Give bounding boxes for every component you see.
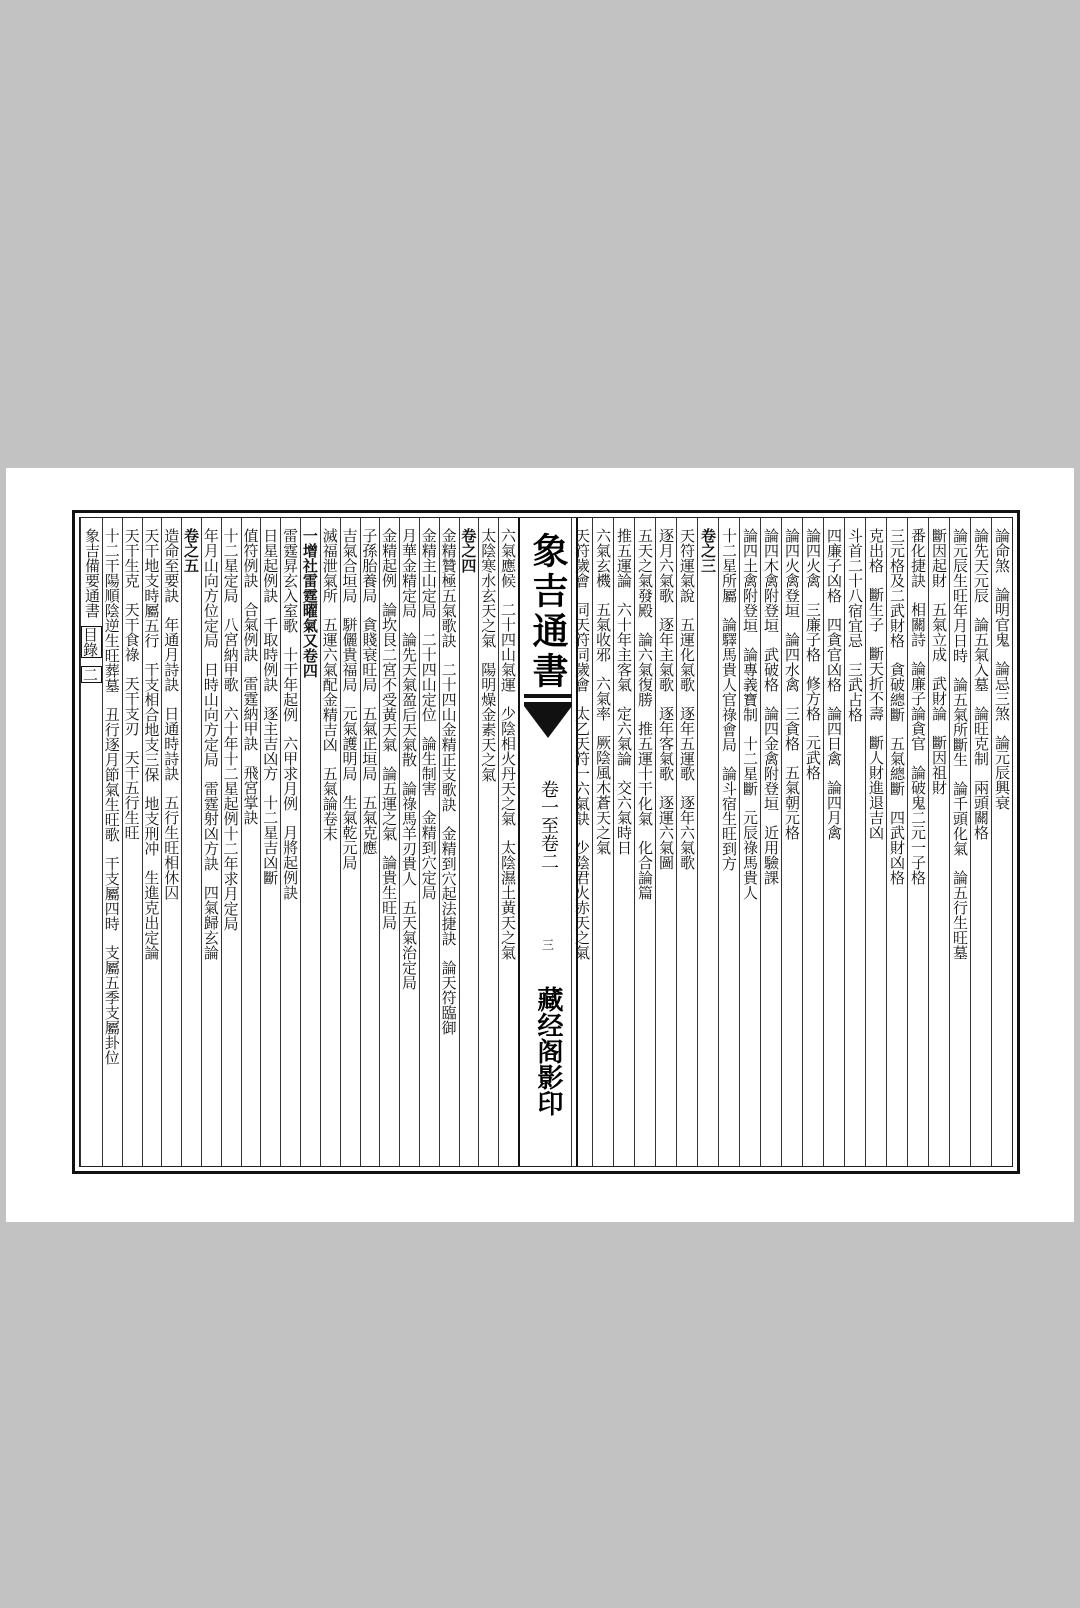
left-toc-column — [142, 518, 162, 1166]
toc-entry: 克出格 — [867, 528, 885, 573]
toc-entry: 滅福泄氣所 — [320, 528, 339, 603]
toc-entry: 天符運氣說 — [678, 528, 696, 603]
volume-heading: 一增社雷霆曜氣又卷四 — [300, 528, 319, 678]
toc-entry: 論先天元辰 — [972, 528, 990, 603]
toc-entry: 金精到穴定局 — [419, 810, 438, 900]
toc-entry: 太陰濕土黃天之氣 — [499, 840, 517, 960]
right-page-contents — [570, 518, 1012, 1166]
toc-entry: 相關詩 — [909, 602, 927, 647]
toc-entry: 月華金精定局 — [399, 528, 418, 618]
toc-entry: 斷天折不壽 — [867, 646, 885, 721]
volume-range: 卷一至卷二 — [538, 780, 559, 870]
toc-entry: 四貪官凶格 — [825, 617, 843, 692]
volume-heading: 卷之三 — [699, 528, 717, 573]
toc-entry: 逐年主氣歌 — [657, 617, 675, 692]
left-toc-column — [300, 518, 320, 1166]
toc-entry: 地支刑冲 — [142, 796, 161, 856]
toc-entry: 太乙天符一六氣訣 — [573, 706, 591, 826]
publisher-mark: 藏经阁影印 — [533, 986, 563, 1116]
toc-entry: 四廉子凶格 — [825, 528, 843, 603]
toc-entry: 十二星定局 — [221, 528, 240, 603]
toc-entry: 丑行逐月節氣生旺歌 — [102, 707, 121, 842]
toc-entry: 金精贊極五氣歌訣 — [439, 528, 458, 648]
toc-entry: 論元辰興衰 — [993, 735, 1011, 810]
footer-book-name: 象吉備要通書 — [82, 528, 101, 618]
toc-entry: 三貪格 — [783, 706, 801, 751]
toc-entry: 論明官鬼 — [993, 587, 1011, 647]
toc-entry: 論生制害 — [419, 736, 438, 796]
left-toc-column — [122, 518, 142, 1166]
toc-entry: 論四土禽附登垣 — [741, 528, 759, 633]
toc-entry: 金精起例 — [380, 528, 399, 588]
toc-entry: 二十四山定位 — [419, 632, 438, 722]
toc-entry: 月將起例訣 — [281, 825, 300, 900]
volume-heading: 卷之五 — [182, 528, 200, 573]
toc-entry: 斷人財進退吉凶 — [867, 735, 885, 840]
toc-entry: 十二星所屬 — [720, 528, 738, 603]
toc-entry: 二十四山金精正支歌訣 — [439, 662, 458, 812]
toc-entry: 推五運十干化氣 — [636, 721, 654, 826]
toc-entry: 六氣率 — [594, 676, 612, 721]
right-toc-column — [886, 518, 907, 1166]
toc-entry: 金精到穴起法捷訣 — [439, 826, 458, 946]
toc-entry: 修方格 — [804, 676, 822, 721]
toc-entry: 論斗宿生旺到方 — [720, 766, 738, 871]
toc-entry: 合氣例訣 — [241, 602, 260, 662]
toc-entry: 三廉子格 — [804, 602, 822, 662]
toc-entry: 兩頭關格 — [972, 780, 990, 840]
toc-entry: 論四木禽附登垣 — [762, 528, 780, 633]
toc-entry: 年通月詩訣 — [162, 617, 181, 692]
left-toc-column — [320, 518, 340, 1166]
toc-entry: 生氣乾元局 — [340, 795, 359, 870]
right-toc-column — [823, 518, 844, 1166]
left-toc-column — [360, 518, 380, 1166]
toc-entry: 論四水禽 — [783, 632, 801, 692]
left-toc-column — [399, 518, 419, 1166]
right-toc-column — [676, 518, 697, 1166]
right-toc-column — [613, 518, 634, 1166]
toc-entry: 千取時例訣 — [261, 617, 280, 692]
toc-entry: 天干地支時屬五行 — [142, 528, 161, 648]
toc-entry: 六十年主客氣 — [615, 602, 633, 692]
toc-entry: 日通時詩訣 — [162, 706, 181, 781]
fish-tail-mark — [524, 706, 572, 738]
toc-entry: 五氣論卷末 — [320, 766, 339, 841]
toc-entry: 逐月六氣歌 — [657, 528, 675, 603]
toc-entry: 論廉子論貪官 — [909, 661, 927, 751]
page-footer-column — [80, 518, 102, 1166]
toc-entry: 子孫胎養局 — [360, 528, 379, 603]
toc-entry: 天干五行生旺 — [122, 750, 141, 840]
toc-entry: 元辰祿馬貴人 — [741, 810, 759, 900]
right-toc-column — [718, 518, 739, 1166]
toc-entry: 論四火禽 — [804, 528, 822, 588]
right-toc-column — [781, 518, 802, 1166]
toc-entry: 貪賤衰旺局 — [360, 617, 379, 692]
toc-entry: 五運化氣歌 — [678, 617, 696, 692]
toc-entry: 天干生克 — [122, 528, 141, 588]
toc-entry: 推五運論 — [615, 528, 633, 588]
toc-entry: 六甲求月例 — [281, 736, 300, 811]
left-toc-column — [201, 518, 221, 1166]
toc-entry: 論祿馬羊刃貴人 — [399, 781, 418, 886]
toc-entry: 雷霆射凶方訣 — [201, 781, 220, 871]
volume-heading: 卷之四 — [459, 528, 478, 573]
toc-entry: 五氣正垣局 — [360, 706, 379, 781]
toc-entry: 武破格 — [762, 647, 780, 692]
right-toc-column — [991, 518, 1012, 1166]
toc-entry: 干支屬四時 — [102, 856, 121, 931]
toc-entry: 金精主山定局 — [419, 528, 438, 618]
toc-entry: 飛宮掌訣 — [241, 765, 260, 825]
toc-entry: 斷因起財 — [930, 528, 948, 588]
toc-entry: 支屬五季支屬卦位 — [102, 945, 121, 1065]
toc-entry: 四武財凶格 — [888, 810, 906, 885]
toc-entry: 論五氣所斷生 — [951, 677, 969, 767]
left-page-contents — [80, 518, 518, 1166]
toc-entry: 天干食祿 — [122, 602, 141, 662]
toc-entry: 雷霆昇玄入室歌 — [281, 528, 300, 633]
toc-entry: 十干年起例 — [281, 647, 300, 722]
toc-entry: 近用驗課 — [762, 825, 780, 885]
toc-entry: 三元格及二武財格 — [888, 528, 906, 648]
right-toc-column — [844, 518, 865, 1166]
left-toc-column — [102, 518, 122, 1166]
toc-entry: 交六氣時日 — [615, 780, 633, 855]
right-toc-column — [970, 518, 991, 1166]
toc-entry: 干支相合地支三保 — [142, 662, 161, 782]
toc-entry: 造命至要訣 — [162, 528, 181, 603]
toc-entry: 十二星吉凶斷 — [261, 795, 280, 885]
left-toc-column — [260, 518, 280, 1166]
toc-entry: 太陰寒水玄天之氣 — [479, 528, 498, 648]
left-toc-column — [241, 518, 261, 1166]
toc-entry: 論五行生旺墓 — [951, 870, 969, 960]
toc-entry: 雷霆納甲訣 — [241, 676, 260, 751]
toc-entry: 論坎艮二宮不受黃天氣 — [380, 602, 399, 752]
toc-entry: 五天氣治定局 — [399, 900, 418, 990]
toc-entry: 十二干陽順陰逆生旺葬墓 — [102, 528, 121, 693]
toc-entry: 斗首二十八宿宜忌 — [846, 528, 864, 648]
toc-entry: 同天符同歲會 — [573, 602, 591, 692]
toc-entry: 值符例訣 — [241, 528, 260, 588]
toc-entry: 論專義寶制 — [741, 647, 759, 722]
right-toc-column — [592, 518, 613, 1166]
right-toc-column — [907, 518, 928, 1166]
toc-entry: 五氣收邪 — [594, 602, 612, 662]
right-toc-column — [949, 518, 970, 1166]
right-toc-column — [865, 518, 886, 1166]
toc-entry: 四氣歸玄論 — [201, 885, 220, 960]
toc-entry: 論四月禽 — [825, 780, 843, 840]
toc-entry: 年月山向方位定局 — [201, 528, 220, 648]
toc-entry: 論四日禽 — [825, 706, 843, 766]
spine-page-number: 三 — [541, 938, 554, 952]
left-toc-column — [280, 518, 300, 1166]
toc-entry: 論四金禽附登垣 — [762, 706, 780, 811]
right-toc-column — [739, 518, 760, 1166]
left-toc-column — [419, 518, 439, 1166]
right-toc-column — [655, 518, 676, 1166]
right-toc-column — [697, 518, 718, 1166]
toc-entry: 番化捷訣 — [909, 528, 927, 588]
toc-entry: 六十年十二星起例十二年求月定局 — [221, 706, 240, 931]
toc-entry: 三武占格 — [846, 662, 864, 722]
toc-entry: 五行生旺相休囚 — [162, 795, 181, 900]
toc-entry: 論忌三煞 — [993, 661, 1011, 721]
toc-entry: 日星起例訣 — [261, 528, 280, 603]
toc-entry: 六氣玄機 — [594, 528, 612, 588]
toc-entry: 論千頭化氣 — [951, 781, 969, 856]
footer-page: 二 — [81, 666, 102, 683]
right-toc-column — [928, 518, 949, 1166]
right-toc-column — [802, 518, 823, 1166]
toc-entry: 論天符臨御 — [439, 960, 458, 1035]
fish-tail-bar — [524, 694, 572, 698]
frame-inner-border — [79, 517, 1013, 1167]
spine-banner — [518, 518, 578, 1166]
toc-entry: 五氣立成 — [930, 602, 948, 662]
toc-entry: 五運六氣配金精吉凶 — [320, 617, 339, 752]
toc-entry: 逐年六氣歌 — [678, 795, 696, 870]
left-toc-column — [478, 518, 498, 1166]
left-toc-column — [379, 518, 399, 1166]
toc-entry: 論破鬼二元一子格 — [909, 765, 927, 885]
footer-section: 目錄 — [81, 626, 102, 658]
book-spread-frame — [72, 510, 1020, 1174]
toc-entry: 論元辰生旺年月日時 — [951, 528, 969, 663]
left-toc-column — [459, 518, 479, 1166]
toc-entry: 日時山向方定局 — [201, 662, 220, 767]
toc-entry: 武財論 — [930, 676, 948, 721]
toc-entry: 十二星斷 — [741, 736, 759, 796]
toc-entry: 逐年客氣歌 — [657, 706, 675, 781]
toc-entry: 論六氣復勝 — [636, 632, 654, 707]
left-toc-column — [498, 518, 518, 1166]
toc-entry: 六氣應候 — [499, 528, 517, 588]
toc-entry: 厥陰風木蒼天之氣 — [594, 735, 612, 855]
left-toc-column — [161, 518, 181, 1166]
left-toc-column — [221, 518, 241, 1166]
toc-entry: 論五運之氣 — [380, 766, 399, 841]
toc-entry: 陽明燥金素天之氣 — [479, 662, 498, 782]
toc-entry: 論貴生旺局 — [380, 855, 399, 930]
toc-entry: 定六氣論 — [615, 706, 633, 766]
toc-entry: 逐主吉凶方 — [261, 706, 280, 781]
book-title: 象吉通書 — [527, 532, 569, 692]
toc-entry: 吉氣合垣局 — [340, 528, 359, 603]
toc-entry: 八宮納甲歌 — [221, 617, 240, 692]
toc-entry: 天符歲會 — [573, 528, 591, 588]
toc-entry: 化合論篇 — [636, 840, 654, 900]
toc-entry: 論四火禽登垣 — [783, 528, 801, 618]
toc-entry: 論旺克制 — [972, 706, 990, 766]
toc-entry: 斷生子 — [867, 587, 885, 632]
toc-entry: 元武格 — [804, 735, 822, 780]
toc-entry: 論驛馬貴人官祿會局 — [720, 617, 738, 752]
toc-entry: 五氣克應 — [360, 795, 379, 855]
toc-entry: 逐年五運歌 — [678, 706, 696, 781]
toc-entry: 逐運六氣圖 — [657, 795, 675, 870]
left-toc-column — [340, 518, 360, 1166]
left-toc-column — [181, 518, 201, 1166]
toc-entry: 二十四山氣運 — [499, 602, 517, 692]
toc-entry: 天干支刃 — [122, 676, 141, 736]
toc-entry: 論命煞 — [993, 528, 1011, 573]
left-toc-column — [439, 518, 459, 1166]
toc-entry: 論五氣入墓 — [972, 617, 990, 692]
toc-entry: 貪破總斷 — [888, 662, 906, 722]
toc-entry: 五氣朝元格 — [783, 765, 801, 840]
toc-entry: 論先天氣盈后天氣散 — [399, 632, 418, 767]
toc-entry: 生進克出定論 — [142, 870, 161, 960]
toc-entry: 駢儷貴福局 — [340, 617, 359, 692]
right-toc-column — [634, 518, 655, 1166]
toc-entry: 少陰君火赤天之氣 — [573, 840, 591, 960]
toc-entry: 元氣護明局 — [340, 706, 359, 781]
toc-entry: 五氣總斷 — [888, 736, 906, 796]
right-toc-column — [760, 518, 781, 1166]
toc-entry: 斷因祖財 — [930, 735, 948, 795]
toc-entry: 五天之氣發殿 — [636, 528, 654, 618]
toc-entry: 少陰相火丹天之氣 — [499, 706, 517, 826]
